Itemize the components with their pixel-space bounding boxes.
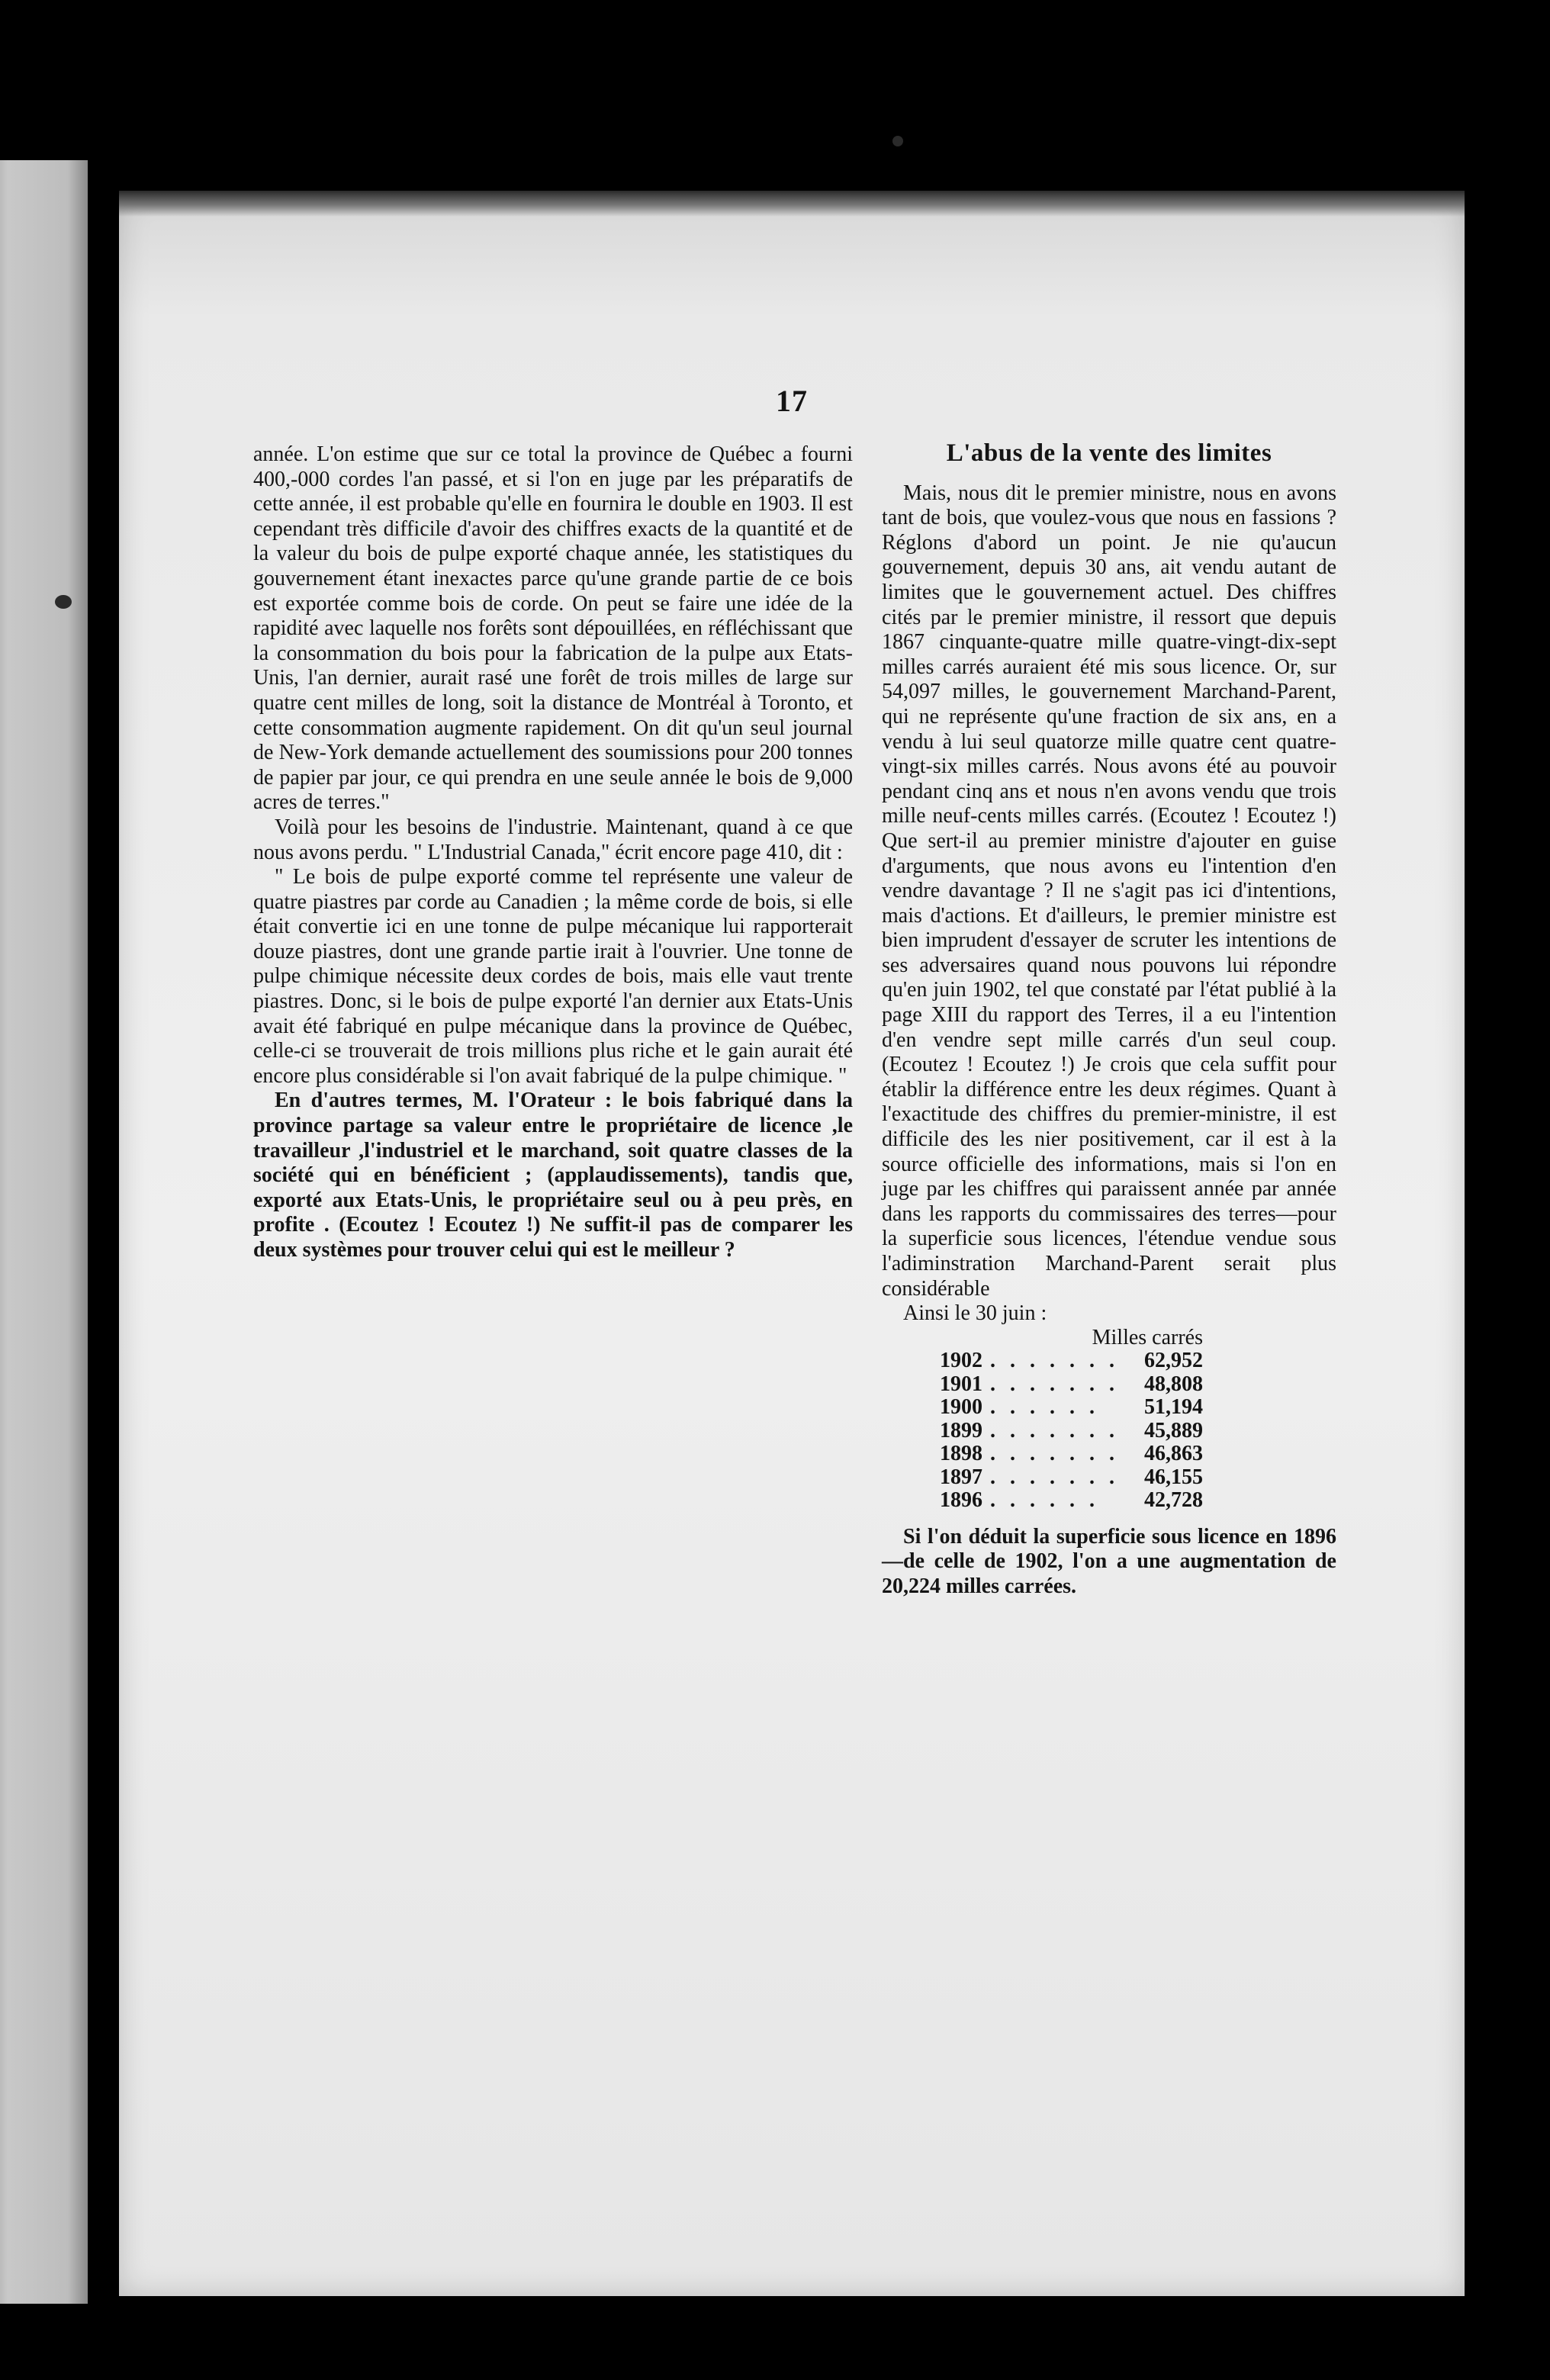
- table-body: [935, 1349, 1208, 1513]
- closing-paragraph: Si l'on déduit la superficie sous licence en 1896—de celle de 1902, l'on a une augmentation de 20,224 milles carrées.: [882, 1524, 1336, 1598]
- table-leader-dots: . . . . . . .: [990, 1349, 1119, 1373]
- table-year: 1899: [940, 1418, 982, 1442]
- table-value: 51,194: [1144, 1395, 1203, 1420]
- adjacent-page-edge: [0, 160, 88, 2304]
- table-value: 42,728: [1144, 1488, 1203, 1513]
- paragraph: année. L'on estime que sur ce total la province de Québec a fourni 400,-000 cordes l'an passé, et si l'on en juge par les préparatifs de cette année, il est probable qu'elle en fournira le double en 1903. Il est cependant très difficile d'avoir des chiffres exacts de la quantité et de la valeur du bois de pulpe exporté chaque année, les statistiques du gouvernement étant inexactes parce qu'une grande partie de ce bois est exportée comme bois de corde. On peut se faire une idée de la rapidité avec laquelle nos forêts sont dépouillées, en réfléchissant que la consommation du bois pour la fabrication de la pulpe aux Etats-Unis, l'an dernier, aurait rasé une forêt de trois milles de large sur quatre cent milles de long, soit la distance de Montréal à Toronto, et cette consommation augmente rapidement. On dit qu'un seul journal de New-York demande actuellement des soumissions pour 200 tonnes de papier par jour, ce qui prendra en une seule année le bois de 9,000 acres de terres.": [253, 442, 853, 815]
- table-header-row: [935, 1327, 1208, 1350]
- section-heading: L'abus de la vente des limites: [946, 439, 1272, 467]
- table-leader-dots: . . . . . . .: [990, 1372, 1119, 1396]
- ink-smudge: [892, 136, 903, 146]
- table-value: 48,808: [1144, 1372, 1203, 1396]
- quotation-paragraph: " Le bois de pulpe exporté comme tel représente une valeur de quatre piastres par corde au Canadien ; la même corde de bois, si elle était convertie ici en une tonne de pulpe mécanique lui rapporterait douze piastres, dont une grande partie irait à l'ouvrier. Une tonne de pulpe chimique nécessite deux cordes de bois, mais elle vaut trente piastres. Donc, si le bois de pulpe exporté l'an dernier aux Etats-Unis avait été fabriqué en pulpe mécanique dans la province de Québec, celle-ci se trouverait de trois millions plus riche et le gain aurait été encore plus considérable si l'on avait fabriqué de la pulpe chimique. ": [253, 865, 853, 1088]
- table-leader-dots: . . . . . . .: [990, 1465, 1119, 1489]
- table-year: 1901: [940, 1372, 982, 1396]
- table-leader-dots: . . . . . .: [990, 1488, 1099, 1513]
- table-value: 45,889: [1144, 1418, 1203, 1442]
- table-leader-dots: . . . . . . .: [990, 1442, 1119, 1466]
- table-year: 1897: [940, 1465, 982, 1489]
- paragraph: Voilà pour les besoins de l'industrie. Maintenant, quand à ce que nous avons perdu. " L'Industrial Canada," écrit encore page 410, dit :: [253, 815, 853, 864]
- table-header: Milles carrés: [1092, 1325, 1203, 1349]
- table-year: 1900: [940, 1395, 982, 1420]
- table-row: [935, 1489, 1208, 1513]
- table-value: 46,863: [1144, 1442, 1203, 1466]
- table-year: 1902: [940, 1349, 982, 1373]
- table-intro: Ainsi le 30 juin :: [903, 1301, 1047, 1326]
- ink-smudge: [55, 595, 72, 609]
- page-number: 17: [776, 384, 808, 418]
- left-column: [253, 442, 853, 1263]
- table-year: 1898: [940, 1442, 982, 1466]
- table-row: [935, 1466, 1208, 1490]
- paragraph: En d'autres termes, M. l'Orateur : le bois fabriqué dans la province partage sa valeur entre le propriétaire de licence ,le travailleur ,l'industriel et le marchand, soit quatre classes de la société qui en bénéficient ; (applaudissements), tandis que, exporté aux Etats-Unis, le propriétaire seul ou à peu près, en profite . (Ecoutez ! Ecoutez !) Ne suffit-il pas de comparer les deux systèmes pour trouver celui qui est le meilleur ?: [253, 1089, 853, 1262]
- table-leader-dots: . . . . . . .: [990, 1418, 1119, 1442]
- page-top-shadow: [119, 191, 1465, 217]
- table-row: [935, 1420, 1208, 1443]
- table-row: [935, 1373, 1208, 1397]
- right-column: [882, 439, 1336, 1600]
- table-row: [935, 1349, 1208, 1373]
- table-row: [935, 1396, 1208, 1420]
- area-table: [935, 1327, 1208, 1513]
- table-row: [935, 1442, 1208, 1466]
- table-year: 1896: [940, 1488, 982, 1513]
- paragraph: Mais, nous dit le premier ministre, nous en avons tant de bois, que voulez-vous que nous en fassions ? Réglons d'abord un point. Je nie qu'aucun gouvernement, depuis 30 ans, ait vendu autant de limites que le gouvernement actuel. Des chiffres cités par le premier ministre, il ressort que depuis 1867 cinquante-quatre mille quatre-vingt-dix-sept milles carrés auraient été mis sous licence. Or, sur 54,097 milles, le gouvernement Marchand-Parent, qui ne représente qu'une fraction de six ans, en a vendu à lui seul quatorze mille quatre cent quatre-vingt-six milles carrés. Nous avons été au pouvoir pendant cinq ans et nous n'en avons vendu que trois mille neuf-cents milles carrés. (Ecoutez ! Ecoutez !) Que sert-il au premier ministre d'ajouter en guise d'arguments, que nous avons eu l'intention d'en vendre davantage ? Il ne s'agit pas ici d'intentions, mais d'actions. Et d'ailleurs, le premier ministre est bien imprudent d'essayer de scruter les intentions de ses adversaires quand nous pouvons lui répondre qu'en juin 1902, tel que constaté par l'état publié à la page XIII du rapport des Terres, il a eu l'intention d'en vendre sept mille carrés d'un seul coup. (Ecoutez ! Ecoutez !) Je crois que cela suffit pour établir la différence entre les deux régimes. Quant à l'exactitude des chiffres du premier-ministre, il est difficile des les nier positivement, car il est à la source officielle des informations, mais si l'on en juge par les chiffres qui paraissent année par année dans les rapports du commissaires des terres—pour la superficie sous licences, l'étendue vendue sous l'adiminstration Marchand-Parent serait plus considérable: [882, 481, 1336, 1301]
- table-leader-dots: . . . . . .: [990, 1395, 1099, 1420]
- table-value: 46,155: [1144, 1465, 1203, 1489]
- table-value: 62,952: [1144, 1349, 1203, 1373]
- document-page: [119, 191, 1465, 2296]
